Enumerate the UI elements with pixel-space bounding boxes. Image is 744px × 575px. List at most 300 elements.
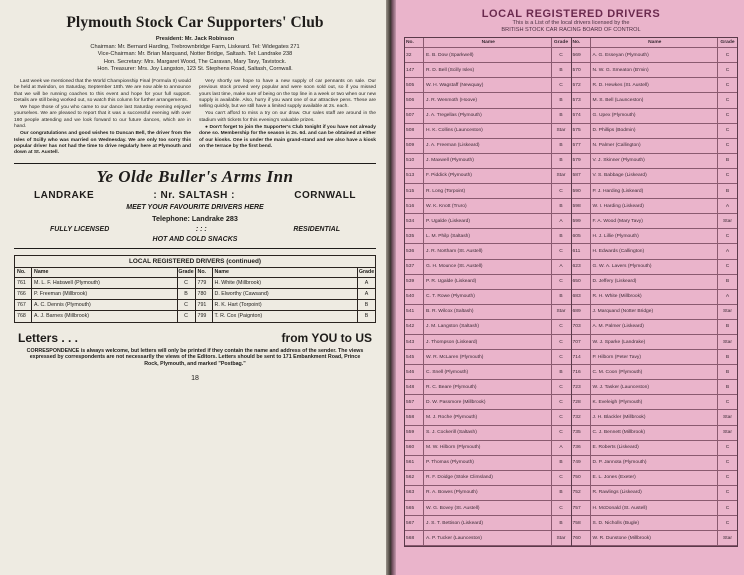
driver-grade: B (717, 350, 737, 364)
driver-name: H. J. Lillie (Plymouth) (590, 229, 718, 243)
driver-number: 768 (17, 313, 26, 320)
driver-grade: C (177, 278, 195, 288)
table-row (405, 260, 571, 275)
driver-grade: A (551, 260, 571, 274)
table-row (405, 244, 571, 259)
news-paragraph: Last week we mentioned that the World Championship Final (Formula II) would be held at Swindon, on Saturday, September 18th. We are now able to announce that we will be running coaches to this event and hope for your full support. Details are still being worked out, so watch this column for further arrangements. (14, 78, 191, 103)
driver-number: 650 (572, 279, 581, 285)
driver-grade: B (717, 184, 737, 198)
table-row (405, 365, 571, 380)
driver-grade: C (551, 184, 571, 198)
driver-number: 510 (406, 158, 415, 164)
driver-name: W. H. Wagstaff (Newquay) (423, 78, 551, 92)
driver-name: D. Phillips (Bodmin) (590, 124, 718, 138)
driver-number: 689 (572, 309, 581, 315)
driver-number: 559 (406, 430, 415, 436)
book-gutter (386, 0, 396, 575)
driver-grade: B (717, 275, 737, 289)
table-row (405, 154, 571, 169)
table-row (405, 199, 571, 214)
driver-grade: B (551, 154, 571, 168)
table-row (572, 350, 738, 365)
driver-name: R. Rawlings (Liskeard) (590, 486, 718, 500)
driver-grade: B (551, 290, 571, 304)
driver-grade: C (717, 516, 737, 530)
header-grade: Grade (358, 269, 375, 276)
header-no: No. (406, 40, 414, 46)
driver-number: 758 (572, 520, 581, 526)
driver-grade: C (717, 501, 737, 515)
driver-grade: C (551, 395, 571, 409)
table-row (572, 380, 738, 395)
header-no: No. (572, 40, 581, 46)
driver-number: 590 (572, 188, 581, 194)
driver-number: 707 (572, 339, 581, 345)
officer-line: Chairman: Mr. Bernard Harding, Trebrownbridge Farm, Liskeard. Tel: Widegates 271 (90, 43, 300, 50)
header-name: Name (212, 268, 358, 277)
driver-number: 598 (572, 203, 581, 209)
driver-grade: B (717, 320, 737, 334)
driver-name: J. Marquand (Notter Bridge) (590, 305, 718, 319)
driver-name: P. R. Ugalde (Liskeard) (423, 275, 551, 289)
table-row (15, 289, 195, 300)
driver-number: 32 (406, 52, 412, 58)
table-row (405, 531, 571, 546)
driver-name: J. S. T. Bettison (Liskeard) (423, 516, 551, 530)
driver-number: 563 (406, 490, 415, 496)
table-row (405, 456, 571, 471)
table-row (572, 244, 738, 259)
header-grade: Grade (178, 269, 194, 276)
table-row (572, 426, 738, 441)
driver-grade: C (717, 124, 737, 138)
driver-grade: A (717, 244, 737, 258)
header-grade: Grade (717, 38, 737, 47)
driver-grade: B (551, 63, 571, 77)
header-no: No. (17, 269, 26, 276)
officer-line: Hon. Treasurer: Mrs. Joy Langston, 123 St. Stephens Road, Saltash, Cornwall. (97, 66, 293, 73)
driver-name: G. H. Mounce (St. Austell) (423, 260, 551, 274)
driver-number: 562 (406, 475, 415, 481)
driver-number: 766 (17, 290, 26, 297)
driver-grade: C (551, 275, 571, 289)
driver-number: 799 (197, 313, 207, 320)
table-row (405, 63, 571, 78)
driver-grade: Star (717, 531, 737, 545)
driver-number: 516 (406, 203, 415, 209)
table-row (196, 278, 376, 289)
header-no: No. (197, 269, 207, 276)
table-row (405, 501, 571, 516)
driver-grade: B (551, 139, 571, 153)
table-row (572, 139, 738, 154)
table-row (572, 154, 738, 169)
driver-number: 703 (572, 324, 581, 330)
driver-number: 605 (572, 233, 581, 239)
driver-name: V. S. Babbage (Liskeard) (590, 169, 718, 183)
driver-number: 546 (406, 369, 415, 375)
driver-name: R. A. Bowes (Plymouth) (423, 486, 551, 500)
driver-grade: A (717, 199, 737, 213)
driver-number: 513 (406, 173, 415, 179)
driver-number: 568 (406, 535, 415, 541)
officer-line: Hon. Secretary: Mrs. Margaret Wood, The Caravan, Mary Tavy, Tavistock. (103, 58, 287, 65)
inn-name: Ye Olde Buller's Arms Inn (96, 166, 294, 186)
driver-number: 542 (406, 324, 415, 330)
driver-grade: B (177, 289, 195, 299)
driver-number: 767 (17, 301, 26, 308)
table-row (405, 516, 571, 531)
driver-name: R. K. Hart (Torpoint) (212, 300, 358, 310)
drivers-left-half (405, 38, 571, 546)
drivers-right-half (571, 38, 738, 546)
driver-grade: C (717, 441, 737, 455)
table-row (405, 124, 571, 139)
table-row (405, 486, 571, 501)
divider (14, 248, 376, 249)
driver-number: 545 (406, 354, 415, 360)
drivers-table (404, 37, 738, 547)
table-row (405, 471, 571, 486)
driver-name: G. Upex (Plymouth) (590, 109, 718, 123)
inn-telephone: Telephone: Landrake 283 (152, 213, 238, 223)
driver-name: R. D. Hewkes (St. Austell) (590, 78, 718, 92)
table-row (572, 441, 738, 456)
driver-name: W. R. McLaren (Plymouth) (423, 350, 551, 364)
driver-name: R. D. Bell (Scilly Isles) (423, 63, 551, 77)
driver-grade: C (717, 93, 737, 107)
driver-name: W. I. Harding (Liskeard) (590, 199, 718, 213)
page-number: 18 (191, 375, 199, 383)
driver-name: H. White (Millbrook) (212, 278, 358, 288)
driver-number: 509 (406, 143, 415, 149)
driver-grade: C (717, 229, 737, 243)
header-grade: Grade (551, 38, 571, 47)
driver-grade: C (717, 78, 737, 92)
driver-number: 574 (572, 113, 581, 119)
table-row (572, 305, 738, 320)
driver-name: W. J. Sparke (Landrake) (590, 335, 718, 349)
driver-grade: C (717, 169, 737, 183)
driver-grade: Star (717, 214, 737, 228)
driver-grade: B (551, 365, 571, 379)
driver-grade: C (551, 48, 571, 62)
inn-place-3: CORNWALL (294, 189, 356, 201)
table-row (405, 275, 571, 290)
driver-number: 732 (572, 414, 581, 420)
driver-number: 752 (572, 490, 581, 496)
driver-number: 537 (406, 264, 415, 270)
club-title: Plymouth Stock Car Supporters' Club (66, 14, 324, 31)
driver-grade: Star (717, 305, 737, 319)
driver-name: J. H. Blackler (Millbrook) (590, 410, 718, 424)
driver-grade: A (357, 278, 375, 288)
driver-number: 536 (406, 248, 415, 254)
table-header-row (572, 38, 738, 48)
driver-number: 561 (406, 460, 415, 466)
driver-name: R. Long (Torpoint) (423, 184, 551, 198)
table-row (572, 260, 738, 275)
inn-place-1: LANDRAKE (34, 189, 95, 201)
driver-name: A. G. Esseyan (Plymouth) (590, 48, 718, 62)
driver-name: J. A. Freeman (Liskeard) (423, 139, 551, 153)
driver-name: J. M. Langston (Saltash) (423, 320, 551, 334)
driver-number: 572 (572, 82, 581, 88)
driver-grade: B (551, 486, 571, 500)
letters-left: Letters . . . (18, 330, 79, 345)
driver-grade: B (551, 516, 571, 530)
driver-name: N. Palmer (Callington) (590, 139, 718, 153)
driver-grade: C (717, 486, 737, 500)
driver-grade: B (357, 311, 375, 322)
driver-number: 791 (197, 301, 207, 308)
driver-grade: Star (551, 531, 571, 545)
driver-name: C. T. Rowe (Plymouth) (423, 290, 551, 304)
driver-name: K. Eveleigh (Plymouth) (590, 395, 718, 409)
driver-name: P. Thomas (Plymouth) (423, 456, 551, 470)
driver-number: 749 (572, 460, 581, 466)
driver-grade: A (551, 214, 571, 228)
inn-licence: FULLY LICENSED (50, 225, 110, 233)
table-header-row (405, 38, 571, 48)
driver-name: P. J. Harding (Liskeard) (590, 184, 718, 198)
driver-grade: Star (551, 124, 571, 138)
driver-number: 761 (17, 279, 26, 286)
continued-left-half (15, 268, 195, 322)
table-row (196, 311, 376, 322)
driver-name: H. McDonald (St. Austell) (590, 501, 718, 515)
right-page (396, 0, 744, 575)
driver-name: P. Freeman (Millbrook) (31, 289, 177, 299)
table-row (572, 320, 738, 335)
correspondence-note: CORRESPONDENCE is always welcome, but letters will only be printed if they contain the name and address of the sender. The views expressed by correspondents are not necessarily the views of the Editors. Letters should be sent to 171 Embankment Road, Prince Rock, Plymouth, and marked "Postbag." (26, 347, 364, 367)
driver-name: D. Elworthy (Cawsand) (212, 289, 358, 299)
driver-grade: B (717, 154, 737, 168)
table-row (405, 320, 571, 335)
driver-number: 575 (572, 128, 581, 134)
officer-line: President: Mr. Jack Robinson (155, 36, 235, 42)
news-paragraph: Very shortly we hope to have a new supply of car pennants on sale. Our previous stock proved very popular and were soon sold out, so if you missed yours last time, make sure of being on the top line in a week or two when our new supply is available. Also, hurry if you want one of our attractive pens. These are selling quickly, but we still have a limited supply available at 2s. each. (199, 78, 376, 110)
club-news (14, 79, 376, 158)
table-row (572, 516, 738, 531)
driver-name: A. C. Dennis (Plymouth) (31, 300, 177, 310)
divider (14, 163, 376, 164)
driver-number: 565 (406, 505, 415, 511)
driver-name: F. Piddick (Plymouth) (423, 169, 551, 183)
driver-number: 548 (406, 384, 415, 390)
driver-name: M. L. F. Hatswell (Plymouth) (31, 278, 177, 288)
table-row (572, 124, 738, 139)
driver-name: P. Ugalde (Liskeard) (423, 214, 551, 228)
table-row (405, 139, 571, 154)
driver-grade: C (177, 300, 195, 310)
table-row (572, 501, 738, 516)
table-row (405, 229, 571, 244)
inn-features (14, 223, 376, 233)
table-row (405, 426, 571, 441)
driver-number: 573 (572, 98, 581, 104)
driver-name: J. R. Northam (St. Austell) (423, 244, 551, 258)
news-paragraph: Our congratulations and good wishes to Duncan Bell, the driver from the Isles of Scilly who was married on Wednesday. We are only too sorry this popular driver has not had the time to drive regularly here at Plymouth and down at St. Austell. (14, 131, 191, 156)
driver-name: W. J. Tasker (Launceston) (590, 380, 718, 394)
driver-grade: C (551, 335, 571, 349)
table-row (15, 278, 195, 289)
driver-number: 750 (572, 475, 581, 481)
table-row (405, 380, 571, 395)
table-row (405, 184, 571, 199)
driver-grade: C (551, 350, 571, 364)
table-row (405, 214, 571, 229)
driver-name: D. W. Passmore (Millbrook) (423, 395, 551, 409)
driver-number: 567 (406, 520, 415, 526)
driver-number: 599 (572, 218, 581, 224)
continued-right-half (195, 268, 376, 322)
table-row (572, 365, 738, 380)
table-row (572, 395, 738, 410)
driver-grade: B (551, 199, 571, 213)
table-row (572, 486, 738, 501)
driver-name: F. A. Wood (Mary Tavy) (590, 214, 718, 228)
table-row (572, 63, 738, 78)
driver-name: A. J. Barnes (Millbrook) (31, 311, 177, 322)
driver-name: M. S. Bell (Launceston) (590, 93, 718, 107)
inn-residential: RESIDENTIAL (293, 225, 340, 233)
driver-grade: Star (717, 335, 737, 349)
driver-number: 757 (572, 505, 581, 511)
driver-number: 508 (406, 128, 415, 134)
driver-name: R. C. Beare (Plymouth) (423, 380, 551, 394)
driver-number: 735 (572, 430, 581, 436)
driver-grade: C (551, 471, 571, 485)
inn-tagline: MEET YOUR FAVOURITE DRIVERS HERE (126, 203, 264, 211)
driver-name: E. Roberts (Liskeard) (590, 441, 718, 455)
table-row (405, 395, 571, 410)
driver-grade: A (357, 289, 375, 299)
table-row (572, 48, 738, 63)
drivers-subtitle-2: BRITISH STOCK CAR RACING BOARD OF CONTROL (501, 26, 641, 33)
driver-grade: C (551, 244, 571, 258)
driver-grade: C (717, 471, 737, 485)
driver-grade: Star (551, 305, 571, 319)
table-row (572, 531, 738, 546)
driver-number: 543 (406, 339, 415, 345)
driver-name: H. K. Collins (Launceston) (423, 124, 551, 138)
driver-grade: C (717, 48, 737, 62)
table-row (572, 471, 738, 486)
driver-name: L. M. Philp (Saltash) (423, 229, 551, 243)
table-header-row (196, 268, 376, 278)
driver-number: 535 (406, 233, 415, 239)
table-row (405, 48, 571, 63)
driver-number: 623 (572, 264, 581, 270)
driver-number: 560 (406, 445, 415, 451)
driver-name: C. Snell (Plymouth) (423, 365, 551, 379)
driver-name: R. H. White (Millbrook) (590, 290, 718, 304)
driver-grade: B (717, 380, 737, 394)
driver-number: 147 (406, 67, 415, 73)
inn-place-2: : Nr. SALTASH : (153, 189, 235, 201)
drivers-subtitle-1: This is a List of the local drivers licensed by the (512, 20, 630, 26)
driver-grade: Star (717, 426, 737, 440)
table-row (15, 311, 195, 322)
driver-grade: B (551, 456, 571, 470)
driver-name: P. Hilborn (Peter Tavy) (590, 350, 718, 364)
driver-grade: A (717, 290, 737, 304)
table-row (572, 410, 738, 425)
driver-grade: B (357, 300, 375, 310)
header-name: Name (31, 268, 177, 277)
continued-drivers-table (14, 255, 376, 323)
table-row (405, 441, 571, 456)
driver-grade: B (551, 229, 571, 243)
table-row (572, 169, 738, 184)
driver-name: C. J. Bennett (Millbrook) (590, 426, 718, 440)
driver-number: 579 (572, 158, 581, 164)
driver-number: 716 (572, 369, 581, 375)
driver-name: M. W. Hilborn (Plymouth) (423, 441, 551, 455)
driver-name: N. W. G. Smeaton (B'min) (590, 63, 718, 77)
table-row (405, 78, 571, 93)
driver-number: 558 (406, 414, 415, 420)
news-paragraph: You can't afford to miss a try on our draw. Our sales staff are around in the stadium with tickets for this evening's valuable prizes. (199, 111, 376, 123)
news-column-2 (199, 79, 376, 158)
table-row (572, 335, 738, 350)
driver-grade: B (551, 93, 571, 107)
driver-name: W. G. Bovey (St. Austell) (423, 501, 551, 515)
header-name: Name (423, 38, 551, 47)
driver-grade: B (717, 365, 737, 379)
table-row (196, 300, 376, 311)
continued-heading: LOCAL REGISTERED DRIVERS (continued) (15, 256, 375, 268)
table-row (572, 93, 738, 108)
table-row (405, 350, 571, 365)
driver-number: 570 (572, 67, 581, 73)
table-row (196, 289, 376, 300)
driver-name: G. W. A. Lavers (Plymouth) (590, 260, 718, 274)
driver-grade: C (177, 311, 195, 322)
driver-name: R. F. Doidge (Stoke Climsland) (423, 471, 551, 485)
driver-grade: C (551, 380, 571, 394)
letters-right: from YOU to US (281, 330, 372, 345)
driver-grade: C (717, 63, 737, 77)
driver-name: A. M. Palmer (Liskeard) (590, 320, 718, 334)
driver-number: 683 (572, 294, 581, 300)
table-row (405, 109, 571, 124)
driver-grade: C (717, 395, 737, 409)
driver-number: 723 (572, 384, 581, 390)
table-row (405, 290, 571, 305)
table-row (572, 184, 738, 199)
table-row (572, 275, 738, 290)
driver-number: 541 (406, 309, 415, 315)
driver-name: D. Jeffery (Liskeard) (590, 275, 718, 289)
driver-grade: Star (717, 410, 737, 424)
driver-name: B. R. Wilcox (Saltash) (423, 305, 551, 319)
driver-number: 760 (572, 535, 581, 541)
driver-number: 728 (572, 399, 581, 405)
driver-number: 557 (406, 399, 415, 405)
table-row (572, 214, 738, 229)
inn-sep: : : : (195, 225, 207, 233)
table-row (572, 456, 738, 471)
driver-name: J. Maxwell (Plymouth) (423, 154, 551, 168)
driver-number: 611 (572, 248, 581, 254)
driver-name: C. M. Coon (Plymouth) (590, 365, 718, 379)
driver-name: E. L. Jones (Exeter) (590, 471, 718, 485)
driver-grade: C (717, 456, 737, 470)
driver-name: S. D. Nicholls (Bugle) (590, 516, 718, 530)
header-name: Name (590, 38, 718, 47)
